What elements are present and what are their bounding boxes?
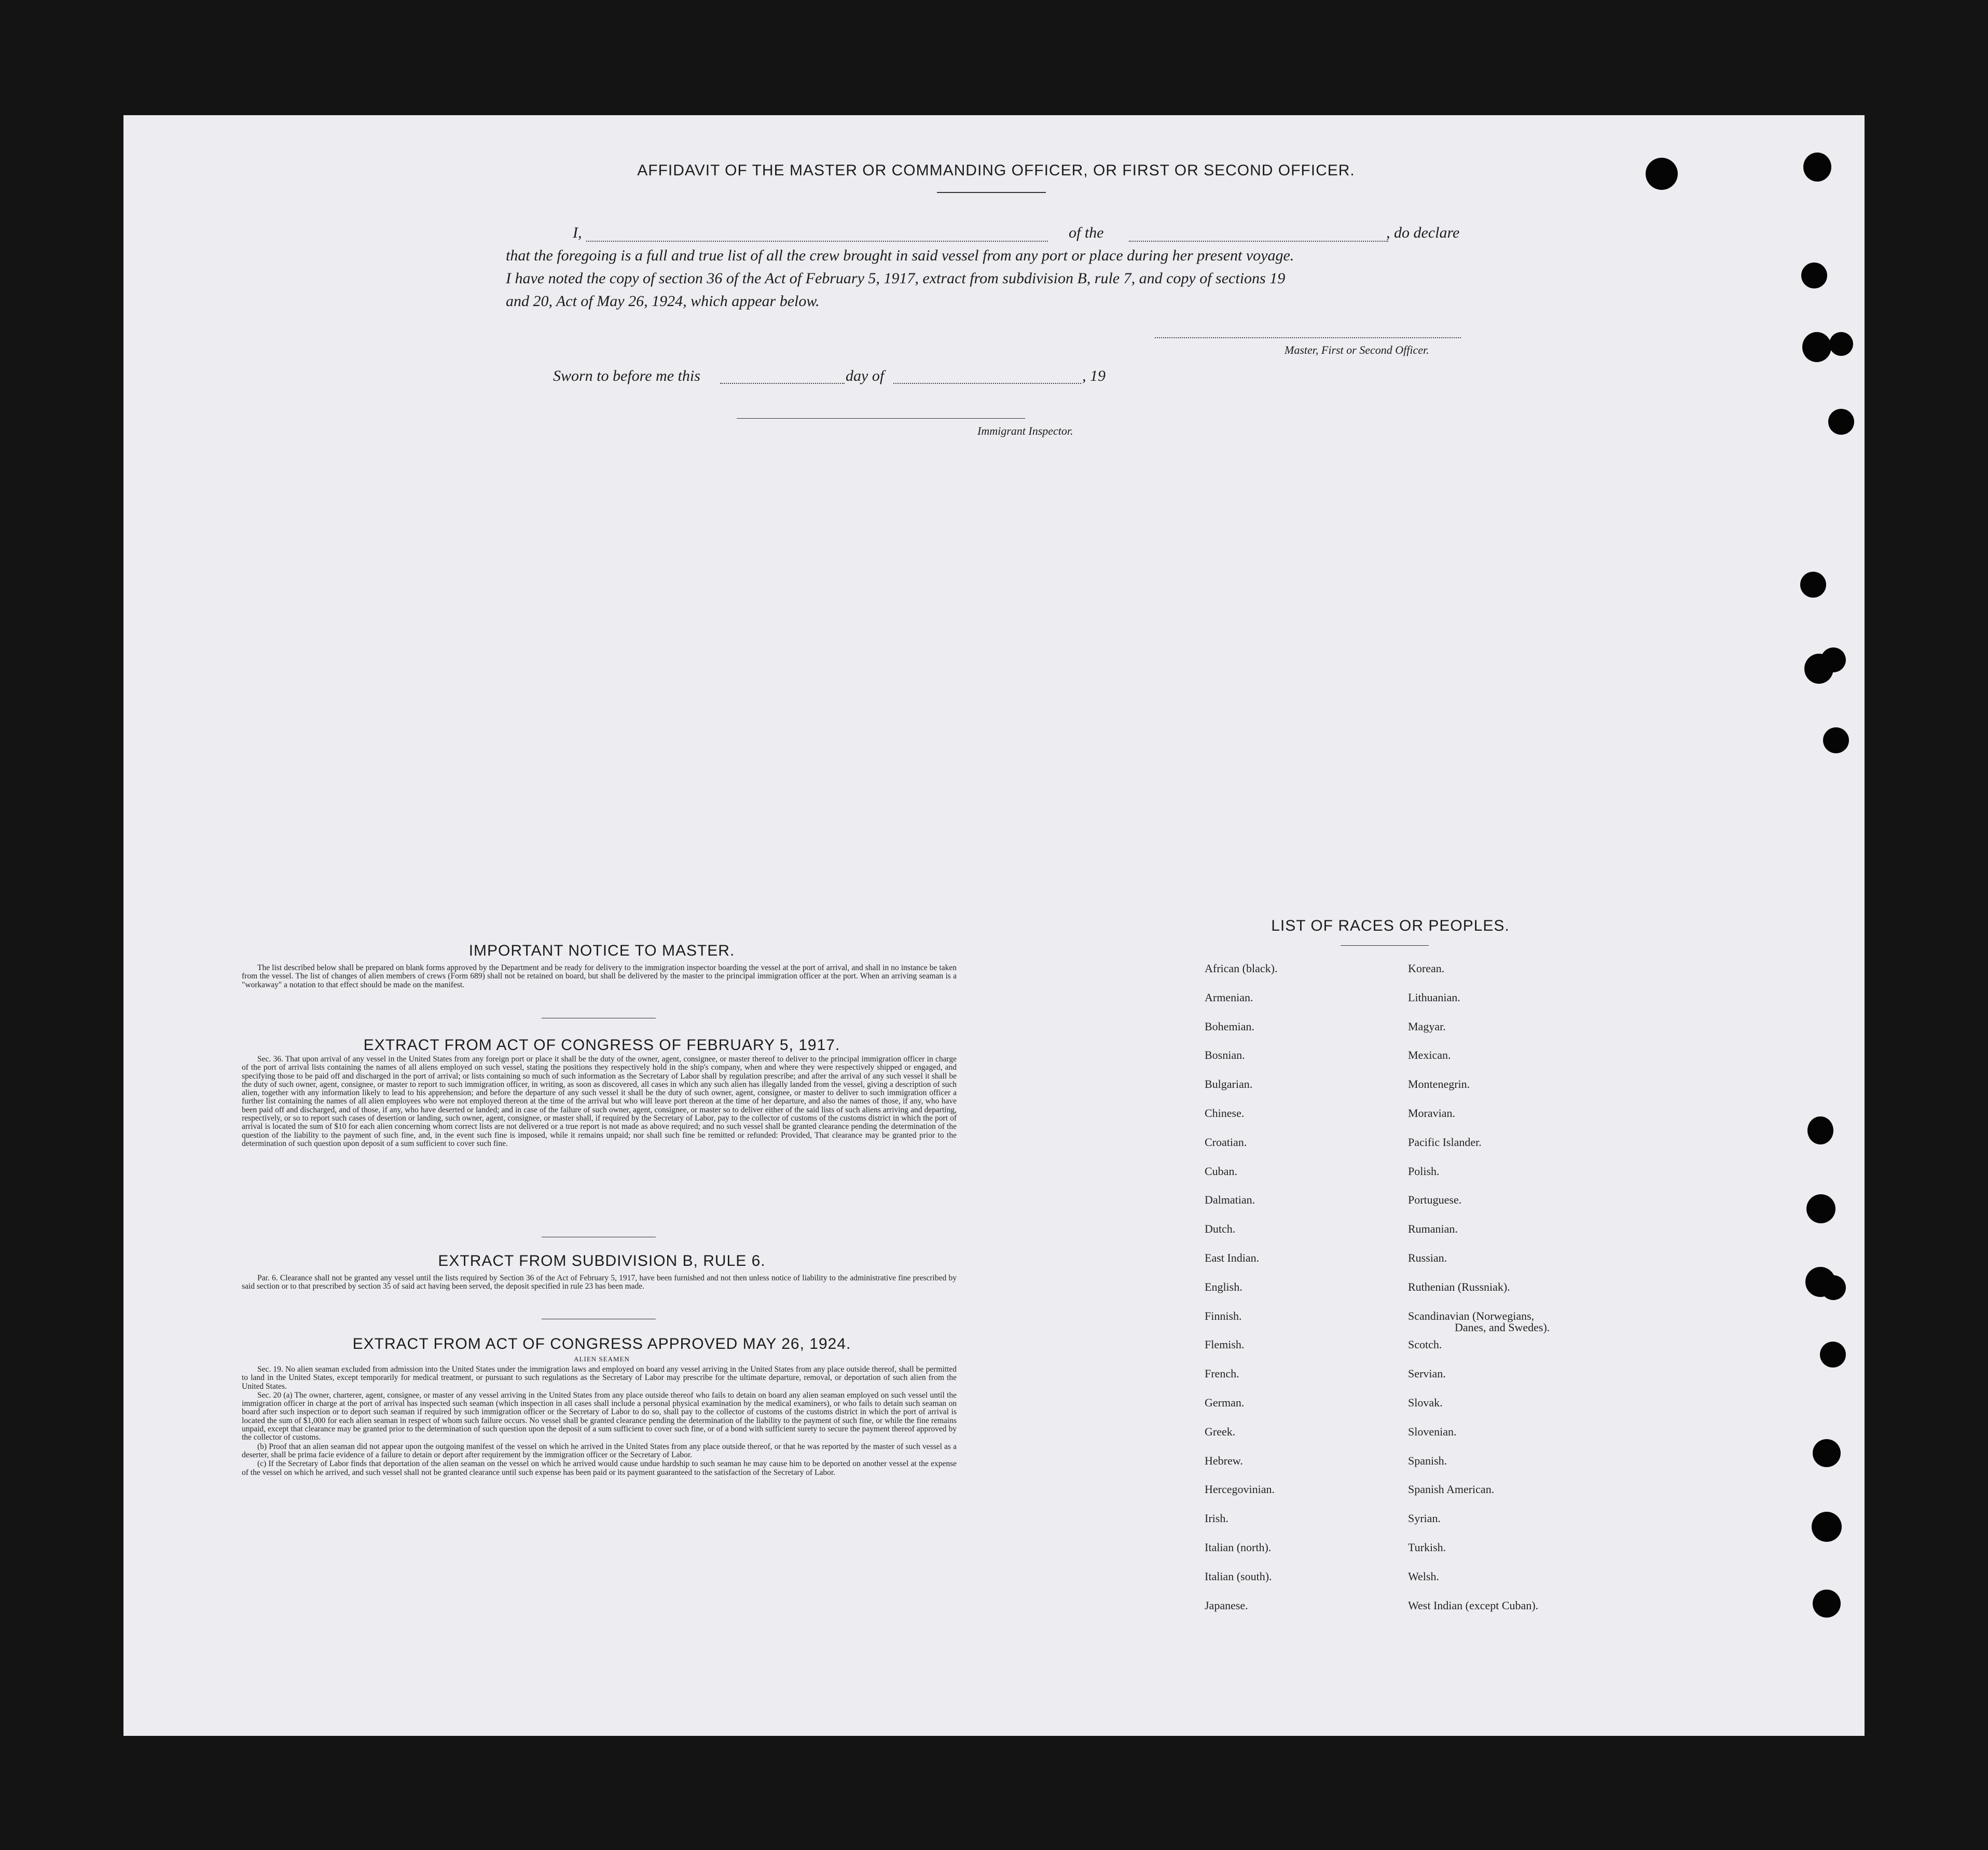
punch-hole (1646, 158, 1678, 190)
signer-caption: Master, First or Second Officer. (1285, 343, 1429, 356)
race-item: Irish. (1205, 1512, 1228, 1525)
race-item: Armenian. (1205, 990, 1253, 1004)
extract-1917-title: EXTRACT FROM ACT OF CONGRESS OF FEBRUARY 5, 1917. (363, 1037, 840, 1054)
month-blank[interactable] (893, 383, 1081, 384)
race-item: Italian (south). (1205, 1569, 1272, 1583)
extract-1924-body (242, 1365, 957, 1478)
race-item: French. (1205, 1367, 1239, 1380)
race-item: Cuban. (1205, 1164, 1237, 1178)
race-item: Lithuanian. (1408, 990, 1460, 1004)
punch-hole (1820, 1342, 1846, 1368)
affidavit-of-the: of the (1069, 224, 1104, 241)
affidavit-i-label: I, (573, 224, 582, 241)
race-item: Welsh. (1408, 1569, 1439, 1583)
alien-seamen-subtitle: ALIEN SEAMEN (574, 1355, 630, 1363)
race-item: Montenegrin. (1408, 1078, 1470, 1091)
sec-20b-paragraph: (b) Proof that an alien seaman did not appear upon the outgoing manifest of the vessel on which he arrived in the United States from any place outside thereof, or that he was reported by the master of such vessel as a deserter, shall be prima facie evidence of a failure to detain or deport after requirement by the immigration officer or the Secretary of Labor. (242, 1442, 957, 1459)
punch-hole (1801, 263, 1827, 288)
punch-hole (1813, 1439, 1841, 1467)
affidavit-line-3: I have noted the copy of section 36 of the Act of February 5, 1917, extract from subdivision B, rule 7, and copy of sections 19 (506, 270, 1286, 287)
punch-hole (1803, 153, 1831, 182)
affidavit-line-2: that the foregoing is a full and true list of all the crew brought in said vessel from any port or place during her present voyage. (506, 247, 1294, 264)
sworn-label: Sworn to before me this (553, 367, 700, 384)
par-6-paragraph: Par. 6. Clearance shall not be granted any vessel until the lists required by Section 36 of the Act of February 5, 1917, have been furnished and not then unless notice of liability to the administrative fine prescribed by said section or to that prescribed by section 35 of said act having been served, the deposit specified in rule 23 has been made. (242, 1274, 957, 1291)
race-item: Dutch. (1205, 1222, 1236, 1236)
subdivision-b-body (242, 1274, 957, 1292)
punch-hole (1806, 1194, 1835, 1223)
race-item: English. (1205, 1280, 1242, 1293)
race-item: Polish. (1408, 1164, 1440, 1178)
race-item: Croatian. (1205, 1135, 1247, 1149)
affidavit-do-declare: , do declare (1386, 224, 1460, 241)
race-item: Spanish. (1408, 1454, 1447, 1467)
punch-hole (1812, 1512, 1842, 1542)
year-prefix: , 19 (1082, 367, 1106, 384)
race-item: Scandinavian (Norwegians, (1408, 1309, 1535, 1322)
race-item: Flemish. (1205, 1338, 1245, 1351)
sec-20a-paragraph: Sec. 20 (a) The owner, charterer, agent, consignee, or master of any vessel arriving in the United States from any place outside thereof who fails to detain on board any alien seaman employed on such vessel until the immigration officer in charge at the port of arrival has inspected such seaman (which inspection in all cases shall include a personal physical examination by the medical examiners), or who fails to detain such seaman on board after such inspection or to deport such seaman if required by such immigration officer or the Secretary of Labor to do so, shall pay to the collector of customs of the customs district in which the port of arrival is located the sum of $1,000 for each alien seaman in respect of whom such failure occurs. No vessel shall be granted clearance pending the determination of the liability to the payment of such fine, or while the fine remains unpaid, except that clearance may be granted prior to the determination of such question upon the deposit of a sum sufficient to cover such fine, or of a bond with sufficient surety to secure the payment thereof approved by the collector of customs. (242, 1390, 957, 1442)
subdivision-b-title: EXTRACT FROM SUBDIVISION B, RULE 6. (438, 1252, 766, 1269)
race-item: Turkish. (1408, 1541, 1446, 1554)
race-item: Pacific Islander. (1408, 1135, 1482, 1149)
punch-hole (1821, 1275, 1846, 1300)
affidavit-title: AFFIDAVIT OF THE MASTER OR COMMANDING OFFICER, OR FIRST OR SECOND OFFICER. (637, 162, 1355, 179)
name-blank[interactable] (586, 241, 1048, 242)
race-item: Rumanian. (1408, 1222, 1458, 1236)
races-title-underline (1341, 945, 1429, 946)
race-item: African (black). (1205, 962, 1278, 975)
race-continuation: Danes, and Swedes). (1455, 1321, 1550, 1334)
affidavit-line-4: and 20, Act of May 26, 1924, which appear below. (506, 293, 820, 310)
race-item: Slovak. (1408, 1396, 1443, 1409)
race-item: Japanese. (1205, 1598, 1248, 1612)
race-item: Finnish. (1205, 1309, 1242, 1322)
day-blank[interactable] (720, 383, 845, 384)
punch-hole (1807, 1116, 1833, 1144)
vessel-blank[interactable] (1129, 241, 1388, 242)
punch-hole (1823, 727, 1849, 753)
punch-hole (1821, 647, 1846, 672)
race-item: Spanish American. (1408, 1483, 1495, 1496)
sec-20c-paragraph: (c) If the Secretary of Labor finds that deportation of the alien seaman on the vessel on which he arrived would cause undue hardship to such seaman he may cause him to be deported on another vessel at the expense of the vessel on which he arrived, and such vessel shall not be granted clearance until such expense has been paid or its payment guaranteed to the satisfaction of the Secretary of Labor. (242, 1459, 957, 1477)
race-item: Greek. (1205, 1425, 1236, 1438)
inspector-caption: Immigrant Inspector. (977, 424, 1073, 437)
races-title: LIST OF RACES OR PEOPLES. (1271, 917, 1510, 934)
race-item: Magyar. (1408, 1019, 1446, 1033)
race-item: Dalmatian. (1205, 1193, 1255, 1207)
punch-hole (1800, 572, 1826, 598)
extract-1924-title: EXTRACT FROM ACT OF CONGRESS APPROVED MAY 26, 1924. (352, 1335, 851, 1352)
race-item: Korean. (1408, 962, 1445, 975)
signature-line-inspector[interactable] (737, 418, 1025, 419)
race-item: Bosnian. (1205, 1048, 1245, 1062)
sec-36-paragraph: Sec. 36. That upon arrival of any vessel in the United States from any foreign port or place it shall be the duty of the owner, agent, consignee, or master thereof to deliver to the principal immigration officer in charge of the port of arrival lists containing the names of all aliens employed on such vessel, stating the positions they respectively hold in the ship's company, when and where they were respectively shipped or engaged, and specifying those to be paid off and discharged in the port of arrival; or lists containing so much of such information as the Secretary of Labor shall by regulation prescribe; and after the arrival of any such vessel it shall be the duty of such owner, agent, consignee, or master to report to such immigration officer, in writing, as soon as discovered, all cases in which any such alien has illegally landed from the vessel, giving a description of such alien, together with any information likely to lead to his apprehension; and before the departure of any such vessel it shall be the duty of such owner, agent, consignee, or master to deliver to such immigration officer a further list containing the names of all alien employees who were not employed thereon at the time of the arrival but who will leave port thereon at the time of her departure, and also the names of those, if any, who have been paid off and discharged, and of those, if any, who have deserted or landed; and in case of the failure of such owner, agent, consignee, or master so to deliver either of the said lists of such aliens arriving and departing, respectively, or so to report such cases of desertion or landing, such owner, agent, consignee, or master shall, if required by the Secretary of Labor, pay to the collector of customs of the customs district in which the port of arrival is located the sum of $10 for each alien concerning whom correct lists are not delivered or a true report is not made as above required; and no such vessel shall be granted clearance pending the determination of the question of the liability to the payment of such fine, and, in the event such fine is imposed, while it remains unpaid; nor shall such fine be remitted or refunded: Provided, That clearance may be granted prior to the determination of such question upon deposit of a sum sufficient to cover such fine. (242, 1055, 957, 1148)
document-page (123, 115, 1865, 1736)
punch-hole (1829, 332, 1853, 356)
punch-hole (1828, 409, 1854, 435)
race-item: Portuguese. (1408, 1193, 1462, 1207)
punch-hole (1813, 1590, 1841, 1618)
race-item: Moravian. (1408, 1107, 1456, 1120)
race-item: East Indian. (1205, 1251, 1260, 1264)
day-of-label: day of (846, 367, 885, 384)
race-item: Russian. (1408, 1251, 1447, 1264)
race-item: Hebrew. (1205, 1454, 1243, 1467)
race-item: Bohemian. (1205, 1019, 1254, 1033)
race-item: Ruthenian (Russniak). (1408, 1280, 1510, 1293)
notice-body (242, 964, 957, 990)
race-item: Italian (north). (1205, 1541, 1272, 1554)
race-item: German. (1205, 1396, 1245, 1409)
notice-paragraph: The list described below shall be prepared on blank forms approved by the Department and be ready for delivery to the immigration inspector boarding the vessel at the port of arrival, and shall in no instance be taken from the vessel. The list of changes of alien members of crews (Form 689) shall not be retained on board, but shall be delivered by the master to the principal immigration officer at the port. When an arriving seaman is a "workaway" a notation to that effect should be made on the manifest. (242, 963, 957, 989)
race-item: Mexican. (1408, 1048, 1451, 1062)
title-underline (937, 192, 1046, 193)
sec-19-paragraph: Sec. 19. No alien seaman excluded from admission into the United States under the immigration laws and employed on board any vessel arriving in the United States from any place outside thereof, shall be permitted to land in the United States, except temporarily for medical treatment, or pursuant to such regulations as the Secretary of Labor may prescribe for the ultimate departure, removal, or deportation of such alien from the United States. (242, 1365, 957, 1391)
race-item: West Indian (except Cuban). (1408, 1598, 1539, 1612)
race-item: Slovenian. (1408, 1425, 1457, 1438)
race-item: Scotch. (1408, 1338, 1442, 1351)
race-item: Syrian. (1408, 1512, 1441, 1525)
notice-title: IMPORTANT NOTICE TO MASTER. (468, 942, 735, 959)
race-item: Chinese. (1205, 1107, 1245, 1120)
race-item: Servian. (1408, 1367, 1446, 1380)
race-item: Hercegovinian. (1205, 1483, 1275, 1496)
extract-1917-body (242, 1055, 957, 1149)
signature-line-master[interactable] (1155, 337, 1461, 338)
race-item: Bulgarian. (1205, 1078, 1253, 1091)
punch-hole (1802, 332, 1831, 362)
